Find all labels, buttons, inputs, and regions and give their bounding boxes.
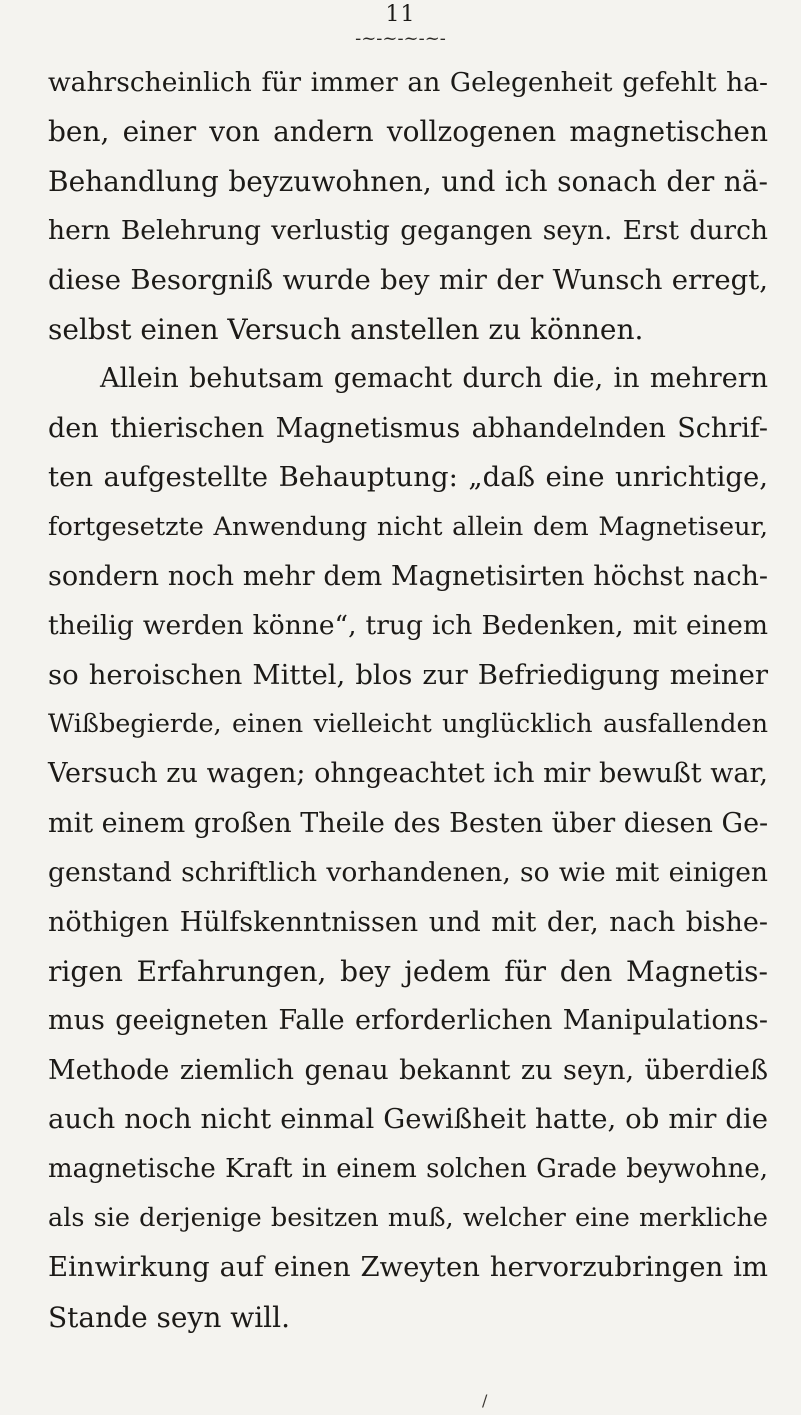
text-line: sondern noch mehr dem Magnetisirten höchst nach- (48, 560, 768, 592)
text-line: Methode ziemlich genau bekannt zu seyn, überdieß (48, 1054, 768, 1086)
text-line: nöthigen Hülfskenntnissen und mit der, nach bishe- (48, 906, 768, 938)
header-ornament: -~-~-~-~- (355, 28, 446, 49)
text-line: ten aufgestellte Behauptung: „daß eine unrichtige, (48, 461, 768, 494)
text-line: magnetische Kraft in einem solchen Grade beywohne, (48, 1153, 768, 1184)
text-line: mus geeigneten Falle erforderlichen Manipulations- (48, 1005, 768, 1037)
text-line: Wißbegierde, einen vielleicht unglücklich ausfallenden (48, 709, 768, 740)
text-line: Einwirkung auf einen Zweyten hervorzubringen im (48, 1251, 768, 1284)
text-line: so heroischen Mittel, blos zur Befriedigung meiner (48, 658, 768, 691)
text-line: Behandlung beyzuwohnen, und ich sonach der nä- (48, 164, 768, 198)
text-line: rigen Erfahrungen, bey jedem für den Magnetis- (48, 955, 768, 989)
text-line: ben, einer von andern vollzogenen magnetischen (48, 115, 768, 149)
text-line: theilig werden könne“, trug ich Bedenken, mit einem (48, 610, 768, 642)
text-line: hern Belehrung verlustig gegangen seyn. Erst durch (48, 215, 768, 247)
text-line: Stande seyn will. (48, 1300, 290, 1334)
text-line: auch noch nicht einmal Gewißheit hatte, ob mir die (48, 1103, 768, 1136)
body-text (48, 58, 768, 1342)
text-line: mit einem großen Theile des Besten über diesen Ge- (48, 807, 769, 839)
text-line: den thierischen Magnetismus abhandelnden Schrif- (48, 412, 768, 444)
text-line: genstand schriftlich vorhandenen, so wie mit einigen (48, 857, 768, 889)
text-line: Versuch zu wagen; ohngeachtet ich mir bewußt war, (48, 758, 768, 790)
text-line: diese Besorgniß wurde bey mir der Wunsch erregt, (48, 263, 768, 296)
paragraph-start-line: Allein behutsam gemacht durch die, in mehrern (100, 363, 768, 395)
text-line: selbst einen Versuch anstellen zu können. (48, 312, 644, 346)
text-line: wahrscheinlich für immer an Gelegenheit gefehlt ha- (48, 67, 768, 98)
footer-mark: / (482, 1391, 488, 1410)
text-line: fortgesetzte Anwendung nicht allein dem Magnetiseur, (48, 511, 768, 542)
text-line: als sie derjenige besitzen muß, welcher eine merkliche (48, 1202, 768, 1233)
page-number: 11 (385, 2, 416, 27)
